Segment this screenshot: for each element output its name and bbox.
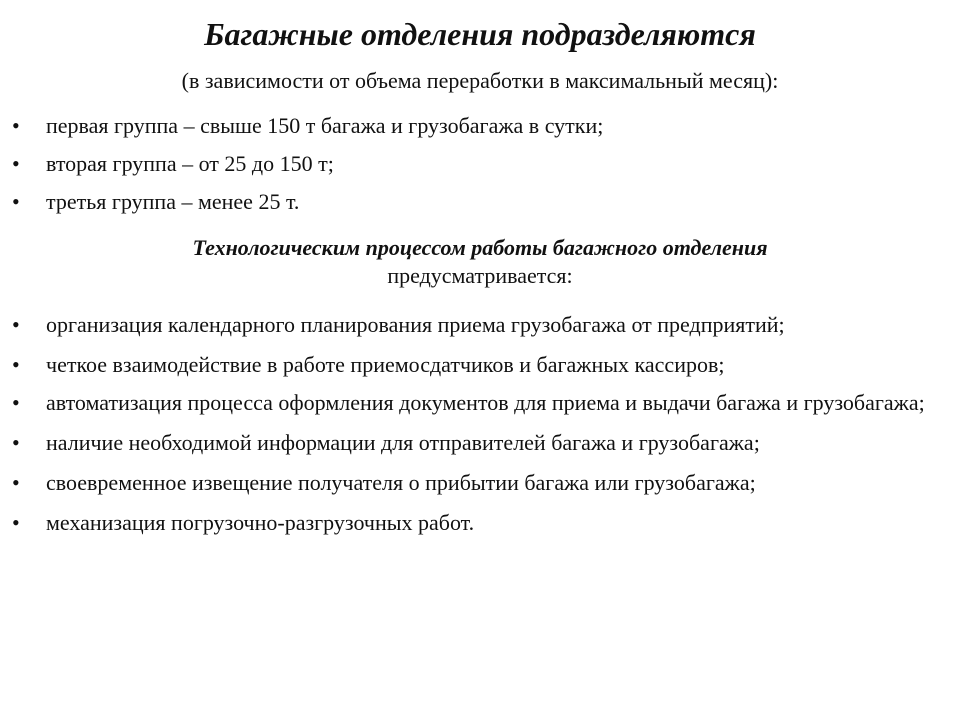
list-item [0,309,960,341]
group-item-text: первая группа – свыше 150 т багажа и грузобагажа в сутки; [46,113,604,138]
slide-subtitle: (в зависимости от объема переработки в максимальный месяц): [181,68,779,93]
group-item-text: вторая группа – от 25 до 150 т; [46,151,334,176]
slide-title: Багажные отделения подразделяются [204,16,756,52]
bullet-icon: • [12,312,20,337]
process-item-text: своевременное извещение получателя о прибытии багажа или грузобагажа; [46,470,756,495]
process-list [0,309,960,545]
section-heading-bold: Технологическим процессом работы багажного отделения [192,235,768,260]
process-item-text: организация календарного планирования приема грузобагажа от предприятий; [46,312,785,337]
list-item [0,110,960,142]
process-item-text: четкое взаимодействие в работе приемосдатчиков и багажных кассиров; [46,352,725,377]
list-item [0,427,960,459]
process-item-text: механизация погрузочно-разгрузочных работ. [46,510,475,535]
list-item [0,186,960,218]
bullet-icon: • [12,390,20,415]
bullet-icon: • [12,470,20,495]
list-item [0,507,960,539]
bullet-icon: • [12,113,20,138]
list-item [0,148,960,180]
list-item [0,349,960,381]
process-item-text: автоматизация процесса оформления документов для приема и выдачи багажа и грузобагажа; [46,390,925,415]
bullet-icon: • [12,430,20,455]
group-item-text: третья группа – менее 25 т. [46,189,300,214]
process-item-text: наличие необходимой информации для отправителей багажа и грузобагажа; [46,430,760,455]
section-heading-plain: предусматривается: [387,263,573,288]
bullet-icon: • [12,352,20,377]
list-item [0,387,960,419]
section-heading [0,234,960,290]
bullet-icon: • [12,151,20,176]
list-item [0,467,960,499]
group-list [0,110,960,224]
bullet-icon: • [12,189,20,214]
bullet-icon: • [12,510,20,535]
